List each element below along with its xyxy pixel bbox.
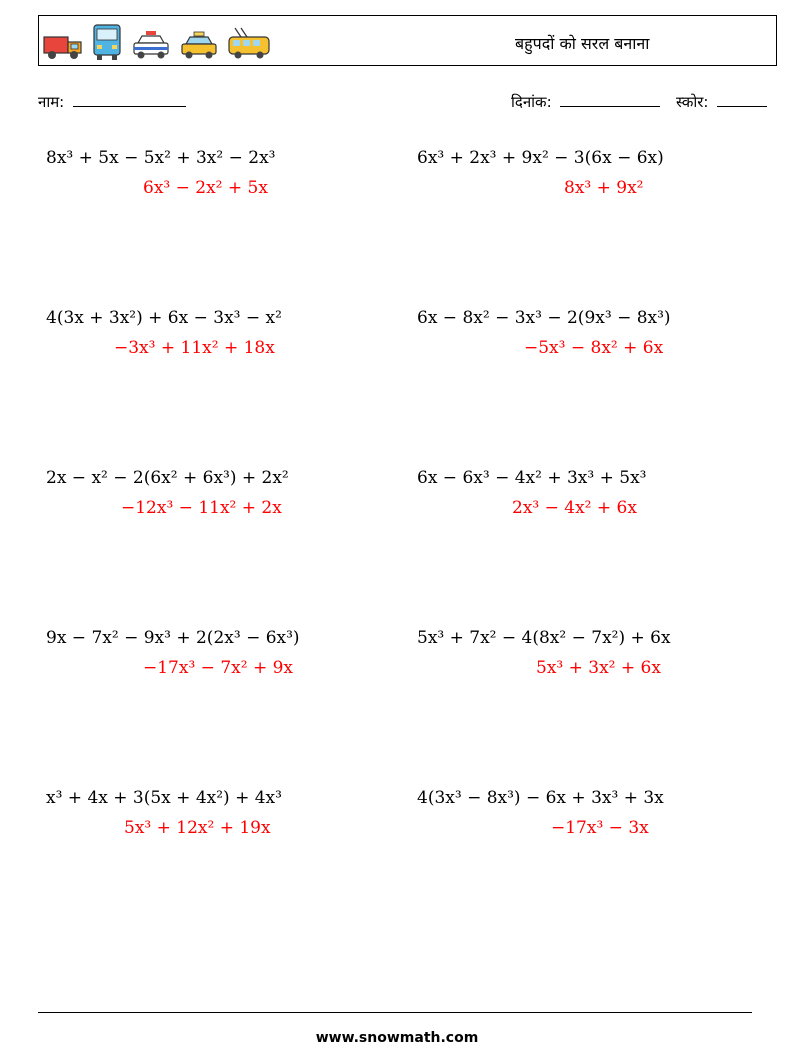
answer-3: −3x³ + 11x² + 18x: [114, 338, 275, 358]
worksheet-title: बहुपदों को सरल बनाना: [515, 34, 650, 53]
name-field: [38, 92, 186, 112]
footer-divider: [38, 1012, 752, 1013]
problem-3: 4(3x + 3x²) + 6x − 3x³ − x²: [46, 308, 282, 328]
date-blank[interactable]: [560, 105, 660, 107]
answer-6: 2x³ − 4x² + 6x: [512, 498, 637, 518]
problem-6: 6x − 6x³ − 4x² + 3x³ + 5x³: [417, 468, 647, 488]
answer-2: 8x³ + 9x²: [564, 178, 644, 198]
problem-4: 6x − 8x² − 3x³ − 2(9x³ − 8x³): [417, 308, 671, 328]
problem-10: 4(3x³ − 8x³) − 6x + 3x³ + 3x: [417, 788, 664, 808]
problem-8: 5x³ + 7x² − 4(8x² − 7x²) + 6x: [417, 628, 671, 648]
answer-4: −5x³ − 8x² + 6x: [524, 338, 664, 358]
trolleybus-icon: [227, 27, 271, 61]
date-label: दिनांक:: [511, 93, 552, 111]
score-label: स्कोर:: [676, 93, 709, 111]
answer-10: −17x³ − 3x: [551, 818, 649, 838]
problem-7: 9x − 7x² − 9x³ + 2(2x³ − 6x³): [46, 628, 300, 648]
problem-2: 6x³ + 2x³ + 9x² − 3(6x − 6x): [417, 148, 664, 168]
answer-1: 6x³ − 2x² + 5x: [143, 178, 268, 198]
score-field: [676, 92, 767, 112]
vehicle-icons: [43, 23, 271, 61]
problem-5: 2x − x² − 2(6x² + 6x³) + 2x²: [46, 468, 289, 488]
footer-url[interactable]: www.snowmath.com: [315, 1030, 479, 1046]
bus-icon: [91, 23, 123, 61]
answer-9: 5x³ + 12x² + 19x: [124, 818, 271, 838]
answer-5: −12x³ − 11x² + 2x: [121, 498, 282, 518]
header-box: [38, 15, 777, 66]
truck-icon: [43, 31, 83, 61]
problem-9: x³ + 4x + 3(5x + 4x²) + 4x³: [46, 788, 282, 808]
answer-8: 5x³ + 3x² + 6x: [536, 658, 661, 678]
name-label: नाम:: [38, 93, 65, 111]
name-blank[interactable]: [73, 105, 186, 107]
answer-7: −17x³ − 7x² + 9x: [143, 658, 294, 678]
date-field: [511, 92, 660, 112]
score-blank[interactable]: [717, 105, 767, 107]
taxi-icon: [179, 31, 219, 61]
police-car-icon: [131, 29, 171, 61]
problem-1: 8x³ + 5x − 5x² + 3x² − 2x³: [46, 148, 276, 168]
